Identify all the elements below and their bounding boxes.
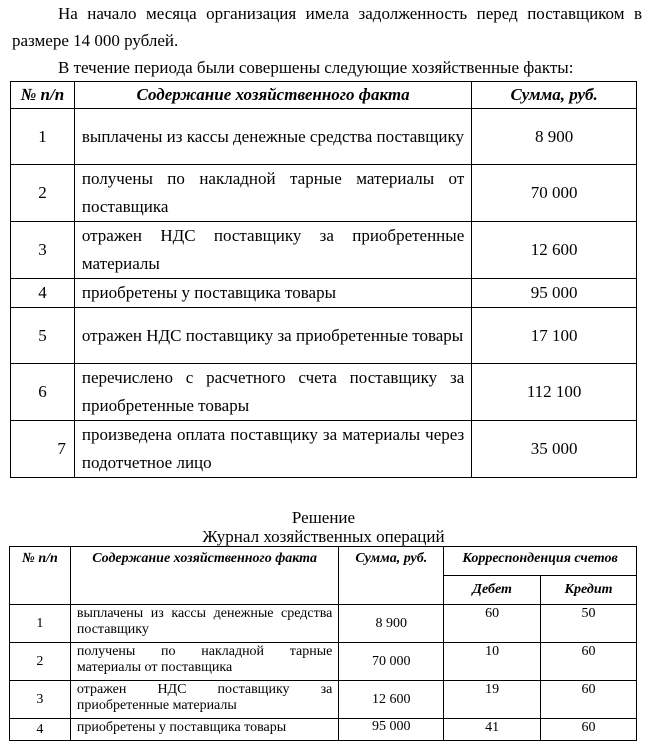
header-desc: Содержание хозяйственного факта — [70, 547, 339, 605]
table-row — [11, 165, 637, 222]
row-debit: 60 — [444, 605, 541, 643]
row-num: 2 — [10, 643, 71, 681]
row-credit: 50 — [541, 605, 637, 643]
row-sum: 35 000 — [472, 421, 637, 478]
row-desc: приобретены у поставщика товары — [70, 719, 339, 741]
row-desc: перечислено с расчетного счета поставщику за приобретенные товары — [74, 364, 471, 421]
row-credit: 60 — [541, 643, 637, 681]
facts-table — [10, 81, 637, 478]
table-row — [11, 222, 637, 279]
row-num: 2 — [11, 165, 75, 222]
row-sum: 12 600 — [339, 681, 444, 719]
table-row — [11, 308, 637, 364]
header-sum: Сумма, руб. — [339, 547, 444, 605]
row-sum: 112 100 — [472, 364, 637, 421]
row-debit: 41 — [444, 719, 541, 741]
solution-title: Решение — [291, 508, 356, 527]
journal-table — [9, 546, 637, 741]
row-desc: получены по накладной тарные материалы от поставщика — [70, 643, 339, 681]
table-row — [11, 421, 637, 478]
header-desc: Содержание хозяйственного факта — [74, 82, 471, 109]
row-sum: 8 900 — [472, 109, 637, 165]
header-debit: Дебет — [444, 576, 541, 605]
row-sum: 8 900 — [339, 605, 444, 643]
row-num: 6 — [11, 364, 75, 421]
row-sum: 12 600 — [472, 222, 637, 279]
row-num: 4 — [11, 279, 75, 308]
header-correspondence: Корреспонденция счетов — [444, 547, 637, 576]
journal-header-row-1 — [10, 547, 637, 576]
facts-table-header — [11, 82, 637, 109]
table-row — [10, 681, 637, 719]
row-desc: приобретены у поставщика товары — [74, 279, 471, 308]
table-row — [11, 364, 637, 421]
table-row — [11, 109, 637, 165]
table-row — [10, 643, 637, 681]
header-sum: Сумма, руб. — [472, 82, 637, 109]
row-num: 3 — [10, 681, 71, 719]
header-credit: Кредит — [541, 576, 637, 605]
row-num: 1 — [11, 109, 75, 165]
table-row — [11, 279, 637, 308]
row-credit: 60 — [541, 719, 637, 741]
row-desc: отражен НДС поставщику за приобретенные товары — [74, 308, 471, 364]
row-sum: 70 000 — [339, 643, 444, 681]
row-desc: получены по накладной тарные материалы от поставщика — [74, 165, 471, 222]
row-sum: 70 000 — [472, 165, 637, 222]
table-row — [10, 719, 637, 741]
row-sum: 17 100 — [472, 308, 637, 364]
header-num: № п/п — [10, 547, 71, 605]
row-sum: 95 000 — [472, 279, 637, 308]
row-desc: отражен НДС поставщику за приобретенные материалы — [70, 681, 339, 719]
row-credit: 60 — [541, 681, 637, 719]
row-num: 3 — [11, 222, 75, 279]
header-num: № п/п — [11, 82, 75, 109]
table-row — [10, 605, 637, 643]
row-debit: 19 — [444, 681, 541, 719]
row-debit: 10 — [444, 643, 541, 681]
intro-paragraph: На начало месяца организация имела задолженность перед поставщиком в размере 14 000 рублей. — [12, 4, 642, 50]
row-num: 1 — [10, 605, 71, 643]
row-desc: выплачены из кассы денежные средства поставщику — [74, 109, 471, 165]
intro-paragraph-2: В течение периода были совершены следующие хозяйственные факты: — [58, 58, 574, 77]
row-desc: выплачены из кассы денежные средства поставщику — [70, 605, 339, 643]
row-desc: произведена оплата поставщику за материалы через подотчетное лицо — [74, 421, 471, 478]
row-sum: 95 000 — [339, 719, 444, 741]
journal-title: Журнал хозяйственных операций — [202, 527, 445, 546]
row-num: 4 — [10, 719, 71, 741]
row-num: 7 — [11, 421, 75, 478]
row-num: 5 — [11, 308, 75, 364]
row-desc: отражен НДС поставщику за приобретенные материалы — [74, 222, 471, 279]
